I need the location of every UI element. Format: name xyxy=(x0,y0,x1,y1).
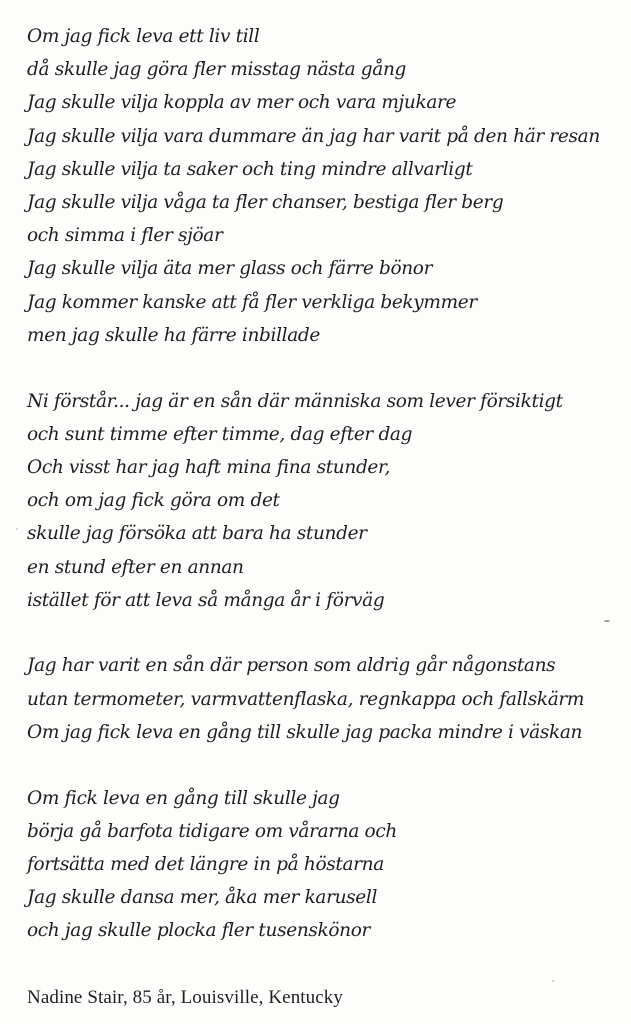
poem-line: Och visst har jag haft mina fina stunder, xyxy=(27,456,391,478)
poem-line: då skulle jag göra fler misstag nästa gång xyxy=(27,59,407,81)
poem-line: Jag kommer kanske att få fler verkliga bekymmer xyxy=(27,291,477,313)
poem-line: Om jag fick leva en gång till skulle jag packa mindre i väskan xyxy=(27,721,583,743)
poem-line: Om jag fick leva ett liv till xyxy=(27,26,260,47)
poem-line: och jag skulle plocka fler tusenskönor xyxy=(27,920,371,942)
poem-line: skulle jag försöka att bara ha stunder xyxy=(27,523,367,545)
poem-line: utan termometer, varmvattenflaska, regnkappa och fallskärm xyxy=(27,688,585,710)
poem-line: istället för att leva så många år i förväg xyxy=(27,589,385,611)
poem-line: Jag skulle dansa mer, åka mer karusell xyxy=(27,887,378,909)
poem-line: och simma i fler sjöar xyxy=(27,225,223,247)
scan-speck xyxy=(552,980,554,982)
stanza-1 xyxy=(27,20,627,352)
scan-speck xyxy=(16,528,18,530)
stanza-4 xyxy=(27,782,627,948)
poem xyxy=(27,20,627,980)
poem-line: Jag skulle vilja äta mer glass och färre bönor xyxy=(27,258,433,280)
author-signature: Nadine Stair, 85 år, Louisville, Kentucky xyxy=(27,987,344,1008)
poem-line: Om fick leva en gång till skulle jag xyxy=(27,787,340,809)
scan-speck xyxy=(604,620,610,622)
poem-line: börja gå barfota tidigare om vårarna och xyxy=(27,820,397,842)
poem-line: och sunt timme efter timme, dag efter dag xyxy=(27,423,413,445)
poem-line: Jag har varit en sån där person som aldrig går någonstans xyxy=(27,655,556,677)
poem-line: Jag skulle vilja ta saker och ting mindre allvarligt xyxy=(27,158,473,180)
stanza-3 xyxy=(27,649,627,749)
poem-line: fortsätta med det längre in på höstarna xyxy=(27,853,384,875)
poem-line: Ni förstår... jag är en sån där människa som lever försiktigt xyxy=(27,390,563,412)
poem-line: Jag skulle vilja koppla av mer och vara mjukare xyxy=(27,92,457,114)
poem-line: Jag skulle vilja vara dummare än jag har varit på den här resan xyxy=(27,125,600,147)
poem-line: en stund efter en annan xyxy=(27,556,244,578)
poem-line: men jag skulle ha färre inbillade xyxy=(27,324,320,346)
poem-line: Jag skulle vilja våga ta fler chanser, bestiga fler berg xyxy=(27,192,504,214)
stanza-2 xyxy=(27,385,627,617)
poem-line: och om jag fick göra om det xyxy=(27,490,280,512)
